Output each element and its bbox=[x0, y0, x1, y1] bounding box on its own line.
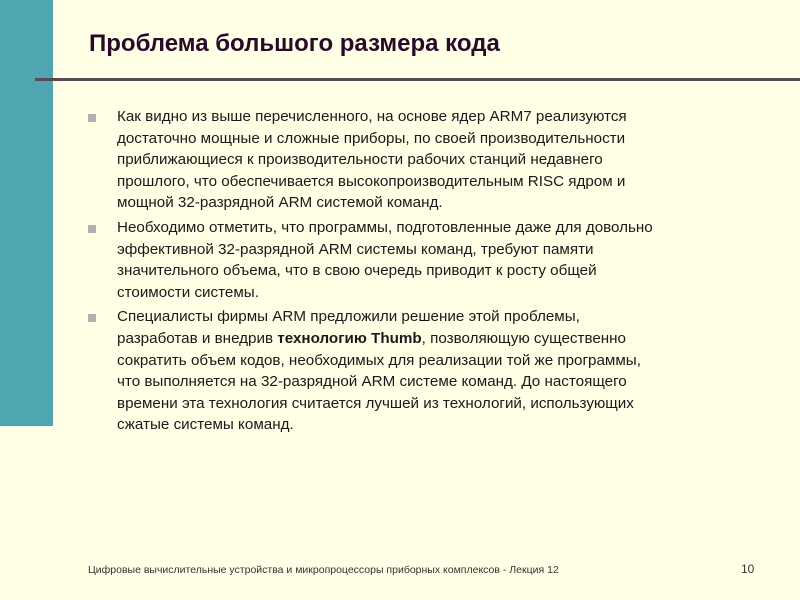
bullet-paragraph-2 bbox=[88, 217, 788, 303]
slide-footer: Цифровые вычислительные устройства и микропроцессоры приборных комплексов - Лекция 12 bbox=[88, 564, 559, 576]
text-line: времени эта технология считается лучшей из технологий, использующих bbox=[117, 394, 634, 412]
text-line: сократить объем кодов, необходимых для реализации той же программы, bbox=[117, 351, 641, 369]
text-line: Специалисты фирмы ARM предложили решение этой проблемы, bbox=[117, 308, 580, 326]
text-line: Как видно из выше перечисленного, на основе ядер ARM7 реализуются bbox=[117, 108, 627, 125]
text-line: что выполняется на 32-разрядной ARM системе команд. До настоящего bbox=[117, 373, 627, 391]
text-line: приближающиеся к производительности рабочих станций недавнего bbox=[117, 151, 603, 169]
text-line: эффективной 32-разрядной ARM системы команд, требуют памяти bbox=[117, 240, 594, 258]
text-line: сжатые системы команд. bbox=[117, 416, 294, 434]
text-line: стоимости системы. bbox=[117, 283, 259, 301]
bold-term-thumb: технологию Thumb bbox=[277, 329, 422, 347]
slide-title: Проблема большого размера кода bbox=[89, 30, 500, 57]
square-bullet-icon bbox=[88, 114, 96, 122]
bullet-paragraph-3 bbox=[88, 306, 788, 436]
text-line: прошлого, что обеспечивается высокопроизводительным RISC ядром и bbox=[117, 172, 626, 190]
text-line bbox=[117, 328, 788, 350]
text-line: мощной 32-разрядной ARM системой команд. bbox=[117, 194, 443, 212]
bullet-paragraph-1 bbox=[88, 106, 788, 214]
text-line: значительного объема, что в свою очередь приводит к росту общей bbox=[117, 262, 597, 280]
text-line: достаточно мощные и сложные приборы, по своей производительности bbox=[117, 129, 626, 147]
square-bullet-icon bbox=[88, 314, 96, 322]
text-line: Необходимо отметить, что программы, подготовленные даже для довольно bbox=[117, 218, 653, 236]
text-segment: разработав и внедрив bbox=[117, 329, 278, 347]
text-segment: , позволяющую существенно bbox=[421, 329, 627, 347]
sidebar-accent-bar bbox=[0, 0, 53, 426]
square-bullet-icon bbox=[88, 225, 96, 233]
title-divider bbox=[35, 78, 800, 81]
slide-body bbox=[88, 106, 788, 439]
page-number: 10 bbox=[741, 562, 755, 576]
